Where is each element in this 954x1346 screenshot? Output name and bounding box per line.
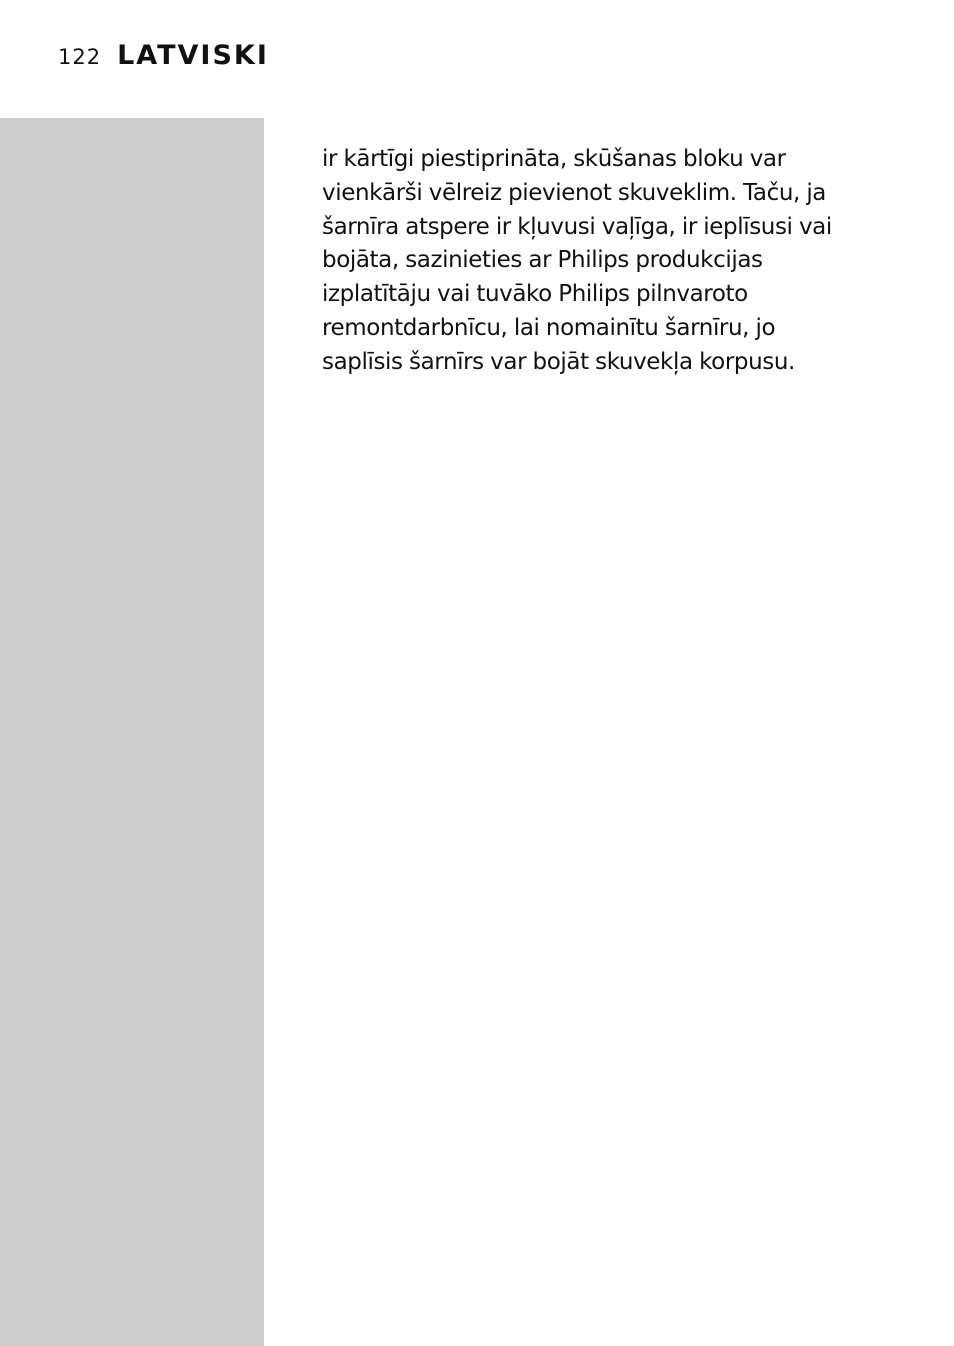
text-line: saplīsis šarnīrs var bojāt skuvekļa korpusu. (322, 348, 795, 375)
section-title: LATVISKI (117, 40, 269, 71)
page-number: 122 (58, 45, 102, 69)
text-line: izplatītāju vai tuvāko Philips pilnvaroto (322, 281, 748, 308)
text-line: remontdarbnīcu, lai nomainītu šarnīru, jo (322, 314, 776, 341)
text-line: šarnīra atspere ir kļuvusi vaļīga, ir ieplīsusi vai (322, 213, 832, 240)
text-line: bojāta, sazinieties ar Philips produkcijas (322, 247, 763, 274)
text-line: vienkārši vēlreiz pievienot skuveklim. Taču, ja (322, 179, 827, 206)
text-line: ir kārtīgi piestiprināta, skūšanas bloku var (322, 146, 786, 172)
body-paragraph (322, 143, 892, 380)
page-header (58, 40, 269, 76)
side-panel (0, 118, 264, 1346)
